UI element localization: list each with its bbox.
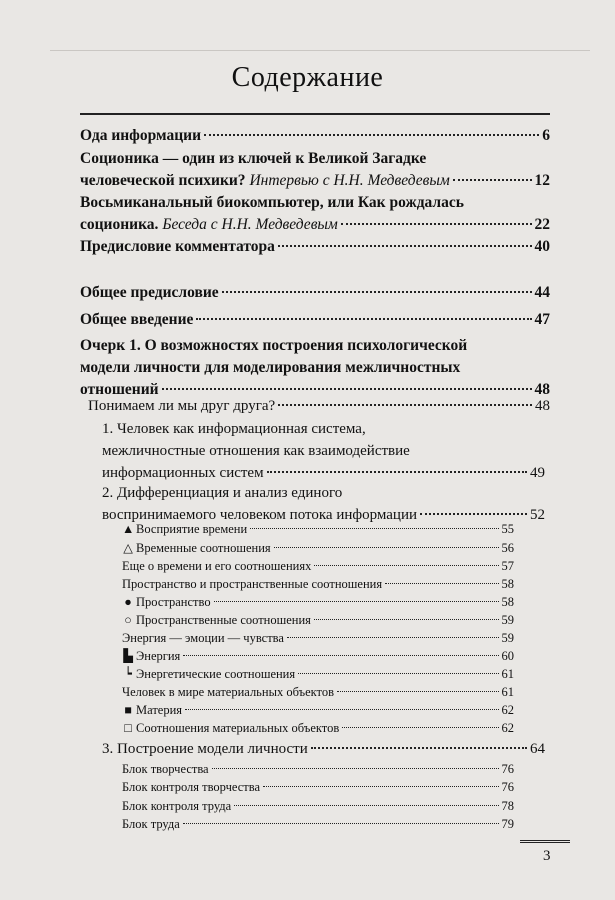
dot-leader: [162, 388, 532, 390]
dot-leader: [341, 223, 532, 225]
entry-marker-icon: ■: [124, 703, 132, 717]
toc-entry-row: [122, 760, 514, 778]
toc-entry-text: Еще о времени и его соотношениях: [122, 559, 312, 573]
toc-entry: [122, 557, 514, 575]
toc-entry-row: [122, 683, 514, 701]
toc-entry: [122, 520, 514, 538]
toc-page-number: 40: [534, 238, 550, 255]
toc-entry-title: [122, 683, 334, 701]
toc-entry-row: [122, 575, 514, 593]
toc-page-number: 48: [534, 381, 550, 398]
toc-entry-text: Общее предисловие: [80, 284, 219, 301]
toc-entry-text: Понимаем ли мы друг друга?: [88, 398, 276, 414]
entry-marker-icon: ┕: [124, 667, 132, 681]
toc-entry-text: воспринимаемого человеком потока информации: [102, 507, 417, 523]
toc-page-number: 44: [534, 284, 550, 301]
toc-page-number: 12: [534, 172, 550, 189]
toc-entry: [122, 778, 514, 796]
toc-page-number: 59: [501, 631, 514, 645]
toc-entry-text: Временные соотношения: [136, 541, 271, 555]
dot-leader: [287, 637, 499, 638]
toc-entry-title: [80, 125, 201, 147]
dot-leader: [204, 134, 539, 136]
dot-leader: [420, 513, 527, 515]
toc-entry-row: [122, 778, 514, 796]
toc-entry: [80, 309, 550, 331]
toc-entry-title: [80, 170, 450, 192]
toc-page-number: 56: [501, 541, 514, 555]
toc-page-number: 61: [501, 685, 514, 699]
dot-leader: [183, 823, 499, 824]
toc-entry-row: [88, 395, 550, 417]
toc-entry-text: Пространство: [136, 595, 211, 609]
toc-entry-title: [122, 611, 311, 629]
toc-entry-row: [122, 520, 514, 538]
toc-page-number: 58: [501, 577, 514, 591]
toc-entry-row: [80, 282, 550, 304]
toc-entry-title: [80, 309, 193, 331]
toc-entry-row: [122, 539, 514, 557]
toc-entry-text: соционика.: [80, 216, 159, 233]
toc-entry-title: [102, 738, 308, 760]
toc-page-number: 78: [501, 799, 514, 813]
toc-page-number: 59: [501, 613, 514, 627]
toc-entry-title: [122, 575, 382, 593]
toc-entry-title: [122, 815, 180, 833]
dot-leader: [314, 565, 498, 566]
toc-entry: [122, 593, 514, 611]
toc-entry: [80, 148, 550, 192]
entry-marker-icon: □: [124, 721, 132, 735]
entry-marker-icon: ●: [124, 595, 132, 609]
toc-page-number: 60: [501, 649, 514, 663]
toc-entry: [88, 395, 550, 417]
toc-entry-text: Материя: [136, 703, 183, 717]
toc-entry-row: [122, 815, 514, 833]
toc-entry-title: [122, 778, 260, 796]
dot-leader: [314, 619, 499, 620]
toc-entry-row: [122, 629, 514, 647]
toc-entry-title: [122, 539, 271, 557]
dot-leader: [337, 691, 498, 692]
toc-entry: [102, 738, 545, 760]
toc-entry-title: [122, 647, 180, 665]
toc-entry-row: [122, 647, 514, 665]
entry-marker-icon: △: [123, 541, 133, 555]
toc-page-number: 6: [542, 127, 550, 144]
toc-entry-text: Энергия — эмоции — чувства: [122, 631, 284, 645]
toc-entry-text: Восприятие времени: [136, 522, 248, 536]
toc-entry: [122, 575, 514, 593]
dot-leader: [263, 786, 498, 787]
toc-entry-text: Ода информации: [80, 127, 202, 144]
bleed-through-rule: [50, 50, 590, 51]
toc-entry-row: [122, 557, 514, 575]
toc-entry: [122, 683, 514, 701]
toc-entry-text: Энергетические соотношения: [136, 667, 296, 681]
toc-page-number: 48: [535, 398, 550, 414]
toc-entry-row: [80, 125, 550, 147]
toc-page-number: 62: [501, 721, 514, 735]
dot-leader: [278, 245, 532, 247]
dot-leader: [385, 583, 498, 584]
toc-entry: [122, 760, 514, 778]
dot-leader: [222, 291, 532, 293]
toc-entry: [80, 335, 550, 401]
dot-leader: [183, 655, 498, 656]
toc-page-number: 22: [534, 216, 550, 233]
entry-marker-icon: ▲: [122, 522, 135, 536]
toc-entry-subtitle: Интервью с Н.Н. Медведевым: [249, 172, 450, 189]
toc-entry-title: [122, 520, 247, 538]
toc-entry-line: 1. Человек как информационная система,: [102, 421, 366, 437]
toc-entry-title: [122, 760, 209, 778]
toc-page-number: 49: [530, 465, 545, 481]
toc-entry-line: межличностные отношения как взаимодействие: [102, 443, 410, 459]
toc-page-number: 62: [501, 703, 514, 717]
toc-entry-text: Энергия: [136, 649, 181, 663]
toc-entry-title: [122, 593, 211, 611]
dot-leader: [274, 547, 499, 548]
toc-entry-text: Общее введение: [80, 311, 194, 328]
toc-entry: [122, 815, 514, 833]
toc-entry-row: [102, 738, 545, 760]
toc-entry-row: [122, 797, 514, 815]
dot-leader: [196, 318, 531, 320]
toc-entry-text: человеческой психики?: [80, 172, 246, 189]
dot-leader: [267, 471, 527, 473]
toc-entry-text: отношений: [80, 381, 159, 398]
toc-entry-text: Человек в мире материальных объектов: [122, 685, 335, 699]
dot-leader: [234, 805, 498, 806]
toc-entry-title: [122, 665, 295, 683]
toc-entry: [102, 418, 545, 484]
toc-entry-text: Блок труда: [122, 817, 180, 831]
entry-marker-icon: ○: [124, 613, 132, 627]
dot-leader: [214, 601, 499, 602]
dot-leader: [311, 747, 527, 749]
toc-entry: [80, 192, 550, 236]
toc-page-number: 64: [530, 741, 545, 757]
toc-entry: [122, 539, 514, 557]
toc-entry: [80, 236, 550, 258]
toc-entry: [122, 719, 514, 737]
toc-entry-text: Соотношения материальных объектов: [136, 721, 340, 735]
toc-page-number: 52: [530, 507, 545, 523]
dot-leader: [453, 179, 532, 181]
toc-page-number: 55: [501, 522, 514, 536]
toc-entry-text: Блок творчества: [122, 762, 209, 776]
toc-entry-line: Соционика — один из ключей к Великой Загадке: [80, 150, 427, 167]
toc-entry-text: Пространство и пространственные соотношения: [122, 577, 383, 591]
toc-entry-text: 3. Построение модели личности: [102, 741, 308, 757]
entry-marker-icon: ▙: [123, 649, 133, 663]
toc-page-number: 79: [501, 817, 514, 831]
toc-entry: [122, 665, 514, 683]
toc-entry-row: [80, 236, 550, 258]
toc-page-number: 58: [501, 595, 514, 609]
dot-leader: [298, 673, 498, 674]
title-rule: [80, 113, 550, 115]
toc-entry-row: [122, 611, 514, 629]
toc-entry-text: Предисловие комментатора: [80, 238, 275, 255]
toc-entry-row: [122, 593, 514, 611]
toc-entry: [122, 701, 514, 719]
toc-entry-row: [122, 701, 514, 719]
toc-entry-title: [122, 797, 231, 815]
toc-entry-title: [122, 557, 311, 575]
toc-entry-row: [80, 214, 550, 236]
toc-entry-title: [102, 462, 264, 484]
toc-entry-title: [122, 629, 284, 647]
toc-entry-title: [122, 719, 339, 737]
toc-entry-text: Блок контроля творчества: [122, 780, 261, 794]
page-number: 3: [543, 848, 551, 864]
toc-entry-text: Блок контроля труда: [122, 799, 232, 813]
toc-entry-row: [80, 170, 550, 192]
toc-entry-line: Восьмиканальный биокомпьютер, или Как рождалась: [80, 194, 464, 211]
toc-entry-row: [122, 665, 514, 683]
toc-page-number: 76: [501, 762, 514, 776]
toc-entry-title: [88, 395, 275, 417]
toc-entry-row: [102, 462, 545, 484]
toc-page-number: 47: [534, 311, 550, 328]
dot-leader: [212, 768, 499, 769]
toc-page-number: 76: [501, 780, 514, 794]
page-title: Содержание: [231, 62, 384, 93]
toc-entry: [80, 282, 550, 304]
toc-entry-line: 2. Дифференциация и анализ единого: [102, 485, 343, 501]
dot-leader: [185, 709, 498, 710]
toc-page-number: 61: [501, 667, 514, 681]
toc-entry: [80, 125, 550, 147]
toc-page-number: 57: [501, 559, 514, 573]
toc-entry-title: [80, 214, 338, 236]
toc-entry-title: [80, 236, 275, 258]
toc-entry-row: [122, 719, 514, 737]
dot-leader: [342, 727, 498, 728]
toc-entry-text: информационных систем: [102, 465, 264, 481]
dot-leader: [250, 528, 498, 529]
toc-entry-title: [80, 282, 219, 304]
toc-entry-line: модели личности для моделирования межличностных: [80, 359, 461, 376]
toc-entry: [122, 647, 514, 665]
toc-entry: [122, 611, 514, 629]
toc-entry-title: [122, 701, 182, 719]
toc-entry-row: [80, 309, 550, 331]
toc-entry-text: Пространственные соотношения: [136, 613, 311, 627]
toc-entry: [122, 629, 514, 647]
dot-leader: [278, 404, 532, 406]
toc-entry-line: Очерк 1. О возможностях построения психологической: [80, 337, 468, 354]
bleed-through-text: [60, 34, 63, 56]
toc-entry-subtitle: Беседа с Н.Н. Медведевым: [162, 216, 338, 233]
toc-entry: [122, 797, 514, 815]
footer-rule: [520, 840, 570, 846]
